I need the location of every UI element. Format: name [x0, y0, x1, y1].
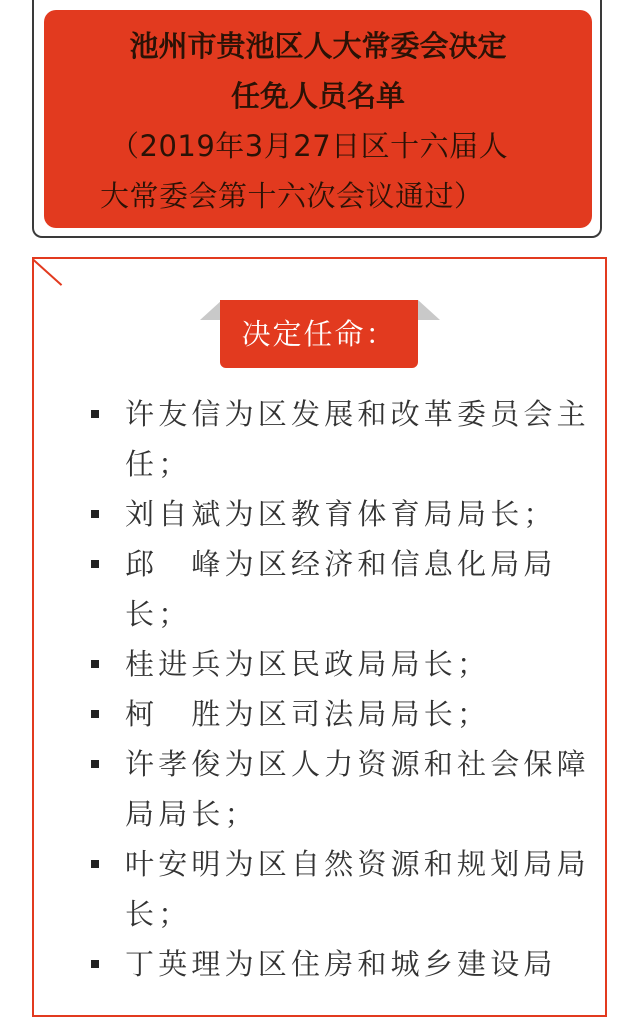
list-item-text: 叶安明为区自然资源和规划局局长； [125, 847, 590, 931]
list-item [88, 639, 598, 689]
section-heading-appoint: 决定任命： [220, 300, 418, 368]
meeting-note-line2: 大常委会第十六次会议通过） [100, 179, 484, 213]
bullet-square-icon [91, 760, 99, 768]
list-item [88, 839, 598, 939]
bullet-square-icon [91, 510, 99, 518]
bullet-square-icon [91, 410, 99, 418]
bullet-square-icon [91, 860, 99, 868]
list-item [88, 539, 598, 639]
list-item-text: 邱 峰为区经济和信息化局局长； [125, 547, 557, 631]
list-item-text: 桂进兵为区民政局局长； [125, 647, 491, 681]
corner-decoration [33, 259, 63, 286]
appointment-list [88, 389, 598, 989]
list-item [88, 489, 598, 539]
bullet-square-icon [91, 710, 99, 718]
list-item [88, 689, 598, 739]
bullet-square-icon [91, 660, 99, 668]
tab-wing-left-decoration [200, 300, 222, 320]
list-item-text: 许友信为区发展和改革委员会主任； [125, 397, 590, 481]
tab-wing-right-decoration [418, 300, 440, 320]
list-item [88, 939, 598, 989]
list-item-text: 许孝俊为区人力资源和社会保障局局长； [125, 747, 590, 831]
meeting-note-line1: （2019年3月27日区十六届人 [110, 129, 509, 163]
page-title-line1: 池州市贵池区人大常委会决定 [129, 29, 507, 63]
list-item-text: 丁英理为区住房和城乡建设局 [125, 947, 557, 981]
bullet-square-icon [91, 560, 99, 568]
list-item-text: 刘自斌为区教育体育局局长； [125, 497, 557, 531]
bullet-square-icon [91, 960, 99, 968]
list-item-text: 柯 胜为区司法局局长； [125, 697, 491, 731]
page-title-line2: 任免人员名单 [230, 79, 405, 113]
list-item [88, 389, 598, 489]
header-banner [44, 10, 592, 228]
list-item [88, 739, 598, 839]
